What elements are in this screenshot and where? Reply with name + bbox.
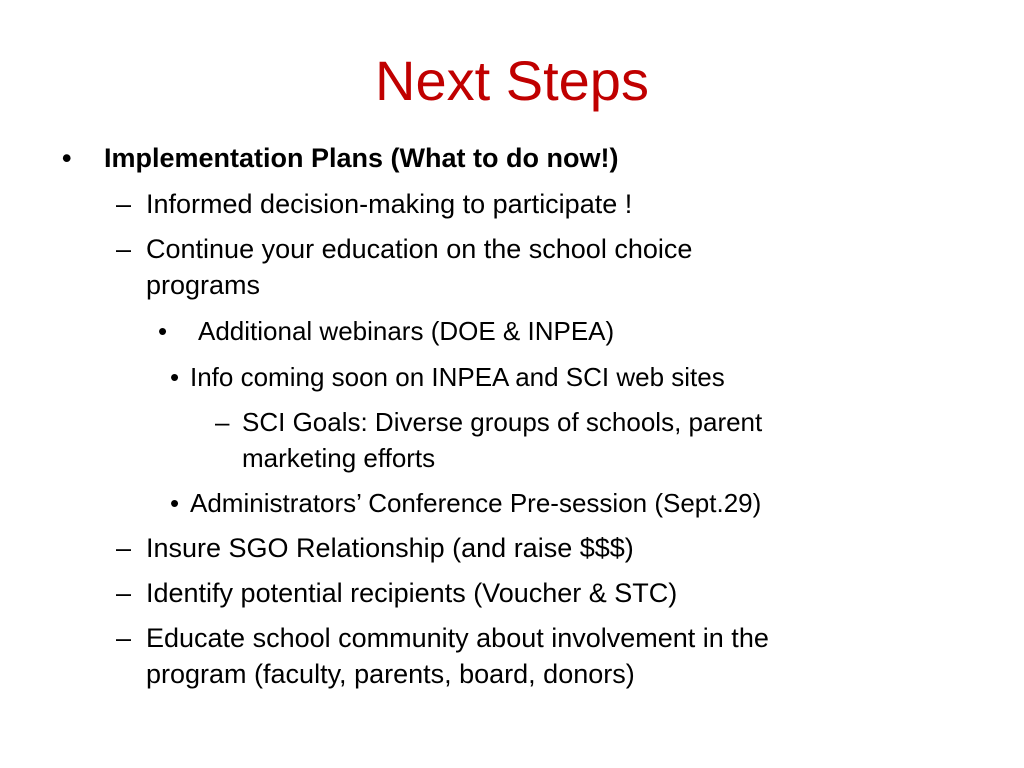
bullet-marker: • <box>62 143 72 173</box>
bullet-marker: • <box>158 316 168 346</box>
dash-marker: – <box>116 578 132 608</box>
outline-item-educate-community-cont: program (faculty, parents, board, donors) <box>146 659 635 689</box>
dash-marker: – <box>116 533 132 563</box>
bullet-marker: • <box>170 488 180 518</box>
outline-item-sci-goals-cont: marketing efforts <box>242 443 436 473</box>
outline-item-informed-decision: Informed decision-making to participate ! <box>146 189 633 219</box>
outline-item-sci-goals: SCI Goals: Diverse groups of schools, parent <box>242 407 763 437</box>
outline-item-administrators-conference: Administrators’ Conference Pre-session (Sept.29) <box>190 488 762 518</box>
dash-marker: – <box>215 407 230 437</box>
outline-item-continue-education: Continue your education on the school choice <box>146 234 693 264</box>
bullet-marker: • <box>170 362 180 392</box>
outline-item-additional-webinars: Additional webinars (DOE & INPEA) <box>198 316 615 346</box>
outline-item-info-coming-soon: Info coming soon on INPEA and SCI web sites <box>190 362 725 392</box>
outline-item-continue-education-cont: programs <box>146 270 261 300</box>
slide-title: Next Steps <box>375 49 649 112</box>
outline-item-implementation-plans: Implementation Plans (What to do now!) <box>104 143 619 173</box>
dash-marker: – <box>116 189 132 219</box>
outline-item-educate-community: Educate school community about involvement in the <box>146 623 769 653</box>
outline-item-insure-sgo: Insure SGO Relationship (and raise $$$) <box>146 533 634 563</box>
dash-marker: – <box>116 234 132 264</box>
dash-marker: – <box>116 623 132 653</box>
outline-item-identify-recipients: Identify potential recipients (Voucher & STC) <box>146 578 678 608</box>
